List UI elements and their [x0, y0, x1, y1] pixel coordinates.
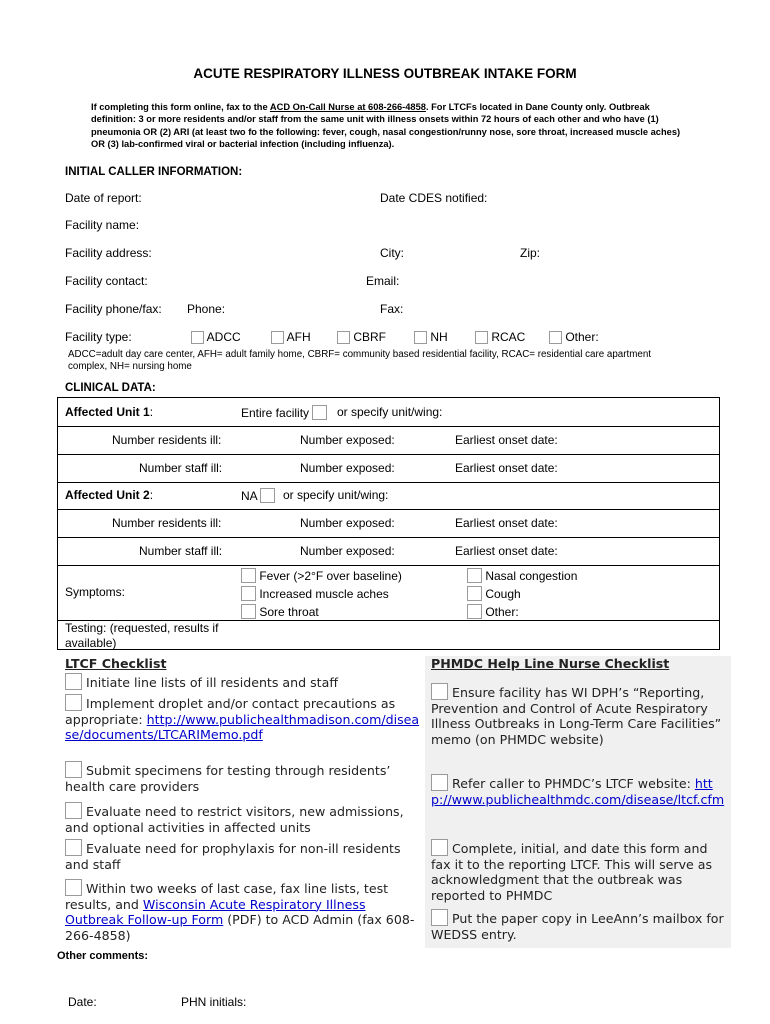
facility-type-label: Facility type: — [65, 330, 132, 344]
symptom-label: Fever (>2°F over baseline) — [259, 569, 402, 583]
phmdc-checklist-heading: PHMDC Help Line Nurse Checklist — [431, 656, 670, 671]
unit2-label — [65, 488, 153, 502]
afh-checkbox[interactable] — [271, 331, 284, 344]
onset-label: Earliest onset date: — [455, 461, 558, 475]
entire-facility-checkbox[interactable] — [312, 405, 327, 420]
intro-post: . For LTCFs located in Dane County only. — [425, 102, 607, 112]
ltcf-item-2 — [65, 694, 420, 743]
symptom-option — [467, 585, 577, 603]
ltcf-item-text: Within two weeks of last case, fax line lists, test results, and — [65, 881, 389, 912]
facility-name-label: Facility name: — [65, 218, 140, 232]
symptom-option — [241, 603, 402, 621]
symptom-option — [467, 603, 577, 621]
na-label: NA — [241, 489, 258, 503]
phmdc-item-checkbox[interactable] — [431, 839, 448, 856]
unit1-title: Affected Unit 1 — [65, 405, 150, 419]
ltcf-item-text: Evaluate need to restrict visitors, new admissions, and optional activities in affected units — [65, 804, 404, 835]
ltcf-memo-link[interactable]: http://www.publichealthmadison.com/disease/documents/LTCARIMemo.pdf — [65, 711, 420, 742]
type-afh — [271, 330, 311, 344]
rcac-checkbox[interactable] — [475, 331, 488, 344]
ltcf-item-4 — [65, 802, 420, 835]
ltcf-item-checkbox[interactable] — [65, 879, 82, 896]
type-label: ADCC — [206, 330, 241, 344]
staff-ill-label: Number staff ill: — [139, 461, 223, 475]
phmdc-item-checkbox[interactable] — [431, 909, 448, 926]
date-cdes-label: Date CDES notified: — [380, 191, 488, 205]
date-of-report-label: Date of report: — [65, 191, 142, 205]
ltcf-item-checkbox[interactable] — [65, 839, 82, 856]
row-divider — [58, 426, 719, 427]
type-label: NH — [430, 330, 448, 344]
symptom-option — [241, 567, 402, 585]
fever-checkbox[interactable] — [241, 568, 256, 583]
type-label: Other: — [565, 330, 599, 344]
fax-label: Fax: — [380, 302, 404, 316]
phn-initials-label: PHN initials: — [181, 995, 247, 1009]
row-divider — [58, 454, 719, 455]
residents-ill-label: Number residents ill: — [112, 433, 222, 447]
ltcf-item-checkbox[interactable] — [65, 761, 82, 778]
unit2-title: Affected Unit 2 — [65, 488, 150, 502]
phmdc-item-text: Complete, initial, and date this form and fax it to the reporting LTCF. This will serve as acknowledgment that the outbreak was reported to PHMDC — [431, 841, 713, 903]
city-label: City: — [380, 246, 404, 260]
symptom-label: Nasal congestion — [485, 569, 578, 583]
ltcf-item-checkbox[interactable] — [65, 694, 82, 711]
symptoms-right — [467, 567, 577, 621]
symptom-label: Increased muscle aches — [259, 587, 389, 601]
colon: : — [149, 488, 154, 502]
phmdc-item-text: Put the paper copy in LeeAnn’s mailbox for WEDSS entry. — [431, 911, 724, 942]
clinical-data-table — [57, 397, 720, 650]
symptom-label: Other: — [485, 605, 519, 619]
residents-ill-label: Number residents ill: — [112, 516, 222, 530]
specify-unit-label: or specify unit/wing: — [337, 405, 443, 419]
ltcf-item-text: Implement droplet and/or contact precautions as appropriate: — [65, 696, 396, 727]
symptom-label: Cough — [485, 587, 521, 601]
onset-label: Earliest onset date: — [455, 544, 558, 558]
acd-contact-link[interactable]: ACD On-Call Nurse at 608-266-4858 — [269, 102, 426, 112]
muscle-aches-checkbox[interactable] — [241, 586, 256, 601]
exposed-label: Number exposed: — [300, 516, 395, 530]
sore-throat-checkbox[interactable] — [241, 604, 256, 619]
page-title: ACUTE RESPIRATORY ILLNESS OUTBREAK INTAKE FORM — [193, 66, 577, 81]
type-rcac — [475, 330, 525, 344]
symptom-option — [241, 585, 402, 603]
type-label: RCAC — [491, 330, 526, 344]
cough-checkbox[interactable] — [467, 586, 482, 601]
specify-unit-label: or specify unit/wing: — [283, 488, 389, 502]
nh-checkbox[interactable] — [414, 331, 427, 344]
caller-heading: INITIAL CALLER INFORMATION: — [65, 166, 243, 178]
intro-text — [91, 101, 681, 151]
date-label: Date: — [68, 995, 97, 1009]
intro-pre: If completing this form online, fax to the — [91, 102, 270, 112]
na-checkbox[interactable] — [260, 488, 275, 503]
phmdc-item-3 — [431, 839, 727, 903]
symptoms-left — [241, 567, 402, 621]
phmdc-item-4 — [431, 909, 727, 942]
phmdc-item-checkbox[interactable] — [431, 683, 448, 700]
ltcf-checklist-heading: LTCF Checklist — [65, 656, 167, 671]
entire-facility-option — [241, 405, 327, 420]
type-label: CBRF — [353, 330, 387, 344]
unit1-label — [65, 405, 153, 419]
outbreak-definition: Outbreak definition: 3 or more residents and/or staff from the same unit with illness onsets within 72 hours of each other and who have (1) pneumonia OR (2) ARI (at least two fo the following: fever, cough, nasal congestion/runny nose, sore throat, increased muscle aches) OR (3) lab-confirmed viral or bacterial infection (including influenza). — [91, 102, 681, 150]
other-type-checkbox[interactable] — [549, 331, 562, 344]
symptom-label: Sore throat — [259, 605, 319, 619]
email-label: Email: — [366, 274, 400, 288]
phmdc-item-2 — [431, 774, 727, 807]
nasal-congestion-checkbox[interactable] — [467, 568, 482, 583]
na-option — [241, 488, 275, 503]
onset-label: Earliest onset date: — [455, 516, 558, 530]
exposed-label: Number exposed: — [300, 544, 395, 558]
row-divider — [58, 509, 719, 510]
type-nh — [414, 330, 448, 344]
facility-type-legend: ADCC=adult day care center, AFH= adult family home, CBRF= community based residential facility, RCAC= residential care apartment complex, NH= nursing home — [68, 349, 651, 373]
ltcf-item-text: (PDF) to ACD Admin (fax 608-266-4858) — [65, 912, 415, 943]
ltcf-item-text: Evaluate need for prophylaxis for non-ill residents and staff — [65, 841, 401, 872]
staff-ill-label: Number staff ill: — [139, 544, 223, 558]
ltcf-item-text: Initiate line lists of ill residents and staff — [86, 675, 339, 690]
colon: : — [149, 405, 154, 419]
type-cbrf — [337, 330, 386, 344]
testing-label: Testing: (requested, results if available) — [65, 621, 219, 650]
ltcf-item-checkbox[interactable] — [65, 802, 82, 819]
type-other — [549, 330, 599, 344]
clinical-heading: CLINICAL DATA: — [65, 382, 156, 394]
row-divider — [58, 537, 719, 538]
ltcf-item-5 — [65, 839, 420, 872]
followup-form-link[interactable]: Wisconsin Acute Respiratory Illness Outbreak Follow-up Form — [65, 896, 366, 927]
zip-label: Zip: — [520, 246, 541, 260]
phmdc-ltcf-website-link[interactable]: http://www.publichealthmdc.com/disease/ltcf.cfm — [431, 776, 725, 807]
phmdc-item-text: Ensure facility has WI DPH’s “Reporting, Prevention and Control of Acute Respiratory Illness Outbreaks in Long-Term Care Facilities” memo (on PHMDC website) — [431, 685, 722, 747]
row-divider — [58, 482, 719, 483]
onset-label: Earliest onset date: — [455, 433, 558, 447]
phmdc-item-checkbox[interactable] — [431, 774, 448, 791]
symptom-option — [467, 567, 577, 585]
phone-label: Phone: — [187, 302, 226, 316]
ltcf-item-1 — [65, 673, 420, 691]
phmdc-item-text: Refer caller to PHMDC’s LTCF website: — [452, 776, 691, 791]
facility-address-label: Facility address: — [65, 246, 152, 260]
row-divider — [58, 565, 719, 566]
type-adcc — [191, 330, 241, 344]
ltcf-item-checkbox[interactable] — [65, 673, 82, 690]
other-symptom-checkbox[interactable] — [467, 604, 482, 619]
facility-phone-fax-label: Facility phone/fax: — [65, 302, 162, 316]
entire-facility-label: Entire facility — [241, 406, 310, 420]
exposed-label: Number exposed: — [300, 433, 395, 447]
phmdc-item-1 — [431, 683, 727, 747]
ltcf-item-text: Submit specimens for testing through residents’ health care providers — [65, 763, 391, 794]
type-label: AFH — [286, 330, 311, 344]
symptoms-label: Symptoms: — [65, 585, 126, 599]
cbrf-checkbox[interactable] — [337, 331, 350, 344]
adcc-checkbox[interactable] — [191, 331, 204, 344]
exposed-label: Number exposed: — [300, 461, 395, 475]
other-comments-label: Other comments: — [57, 950, 149, 962]
ltcf-item-6 — [65, 879, 420, 943]
ltcf-item-3 — [65, 761, 420, 794]
facility-contact-label: Facility contact: — [65, 274, 148, 288]
